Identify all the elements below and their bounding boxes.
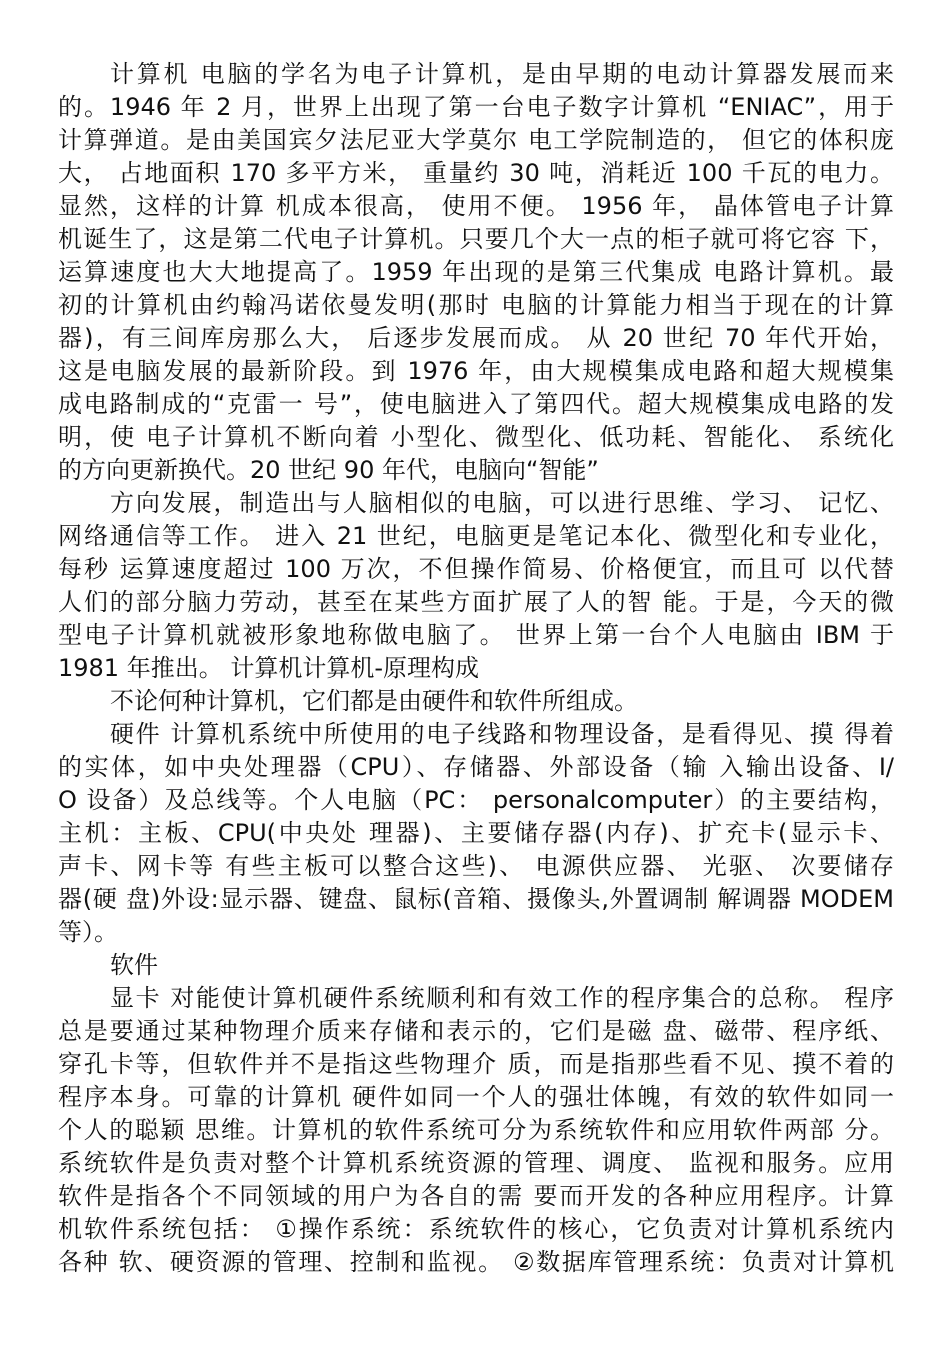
text-line: 运算速度也大大地提高了。1959 年出现的是第三代集成 电路计算机。最 bbox=[58, 258, 894, 286]
text-line: 主机：主板、CPU(中央处 理器)、主要储存器(内存)、扩充卡(显示卡、 bbox=[58, 819, 894, 847]
text-line: 软件 bbox=[110, 951, 158, 979]
text-line: 计算弹道。是由美国宾夕法尼亚大学莫尔 电工学院制造的， 但它的体积庞 bbox=[58, 126, 894, 154]
text-line: 大， 占地面积 170 多平方米， 重量约 30 吨，消耗近 100 千瓦的电力。 bbox=[58, 159, 894, 187]
text-line: 各种 软、硬资源的管理、控制和监视。 ②数据库管理系统：负责对计算机 bbox=[58, 1248, 894, 1276]
text-line: 总是要通过某种物理介质来存储和表示的，它们是磁 盘、磁带、程序纸、 bbox=[58, 1017, 894, 1045]
text-line: 穿孔卡等，但软件并不是指这些物理介 质，而是指那些看不见、摸不着的 bbox=[58, 1050, 894, 1078]
text-line: 网络通信等工作。 进入 21 世纪，电脑更是笔记本化、微型化和专业化， bbox=[58, 522, 894, 550]
text-line: 显然，这样的计算 机成本很高， 使用不便。 1956 年， 晶体管电子计算 bbox=[58, 192, 894, 220]
text-line: 初的计算机由约翰冯诺依曼发明(那时 电脑的计算能力相当于现在的计算 bbox=[58, 291, 894, 319]
text-line: 的实体，如中央处理器（CPU）、存储器、外部设备（输 入输出设备、I/ bbox=[58, 753, 894, 781]
text-line: 机软件系统包括： ①操作系统：系统软件的核心，它负责对计算机系统内 bbox=[58, 1215, 894, 1243]
text-line: 成电路制成的“克雷一 号”，使电脑进入了第四代。超大规模集成电路的发 bbox=[58, 390, 894, 418]
text-line: 显卡 对能使计算机硬件系统顺利和有效工作的程序集合的总称。 程序 bbox=[110, 984, 894, 1012]
text-line: 等）。 bbox=[58, 918, 118, 946]
text-line: 的方向更新换代。20 世纪 90 年代，电脑向“智能” bbox=[58, 456, 599, 484]
text-line: 1981 年推出。 计算机计算机-原理构成 bbox=[58, 654, 479, 682]
text-line: 器)，有三间库房那么大， 后逐步发展而成。 从 20 世纪 70 年代开始， bbox=[58, 324, 894, 352]
text-line: 方向发展，制造出与人脑相似的电脑，可以进行思维、学习、 记忆、 bbox=[110, 489, 894, 517]
text-line: 硬件 计算机系统中所使用的电子线路和物理设备，是看得见、摸 得着 bbox=[110, 720, 894, 748]
text-line: 明，使 电子计算机不断向着 小型化、微型化、低功耗、智能化、 系统化 bbox=[58, 423, 894, 451]
text-line: 型电子计算机就被形象地称做电脑了。 世界上第一台个人电脑由 IBM 于 bbox=[58, 621, 894, 649]
text-line: O 设备）及总线等。个人电脑（PC： personalcomputer）的主要结构， bbox=[58, 786, 894, 814]
text-line: 软件是指各个不同领域的用户为各自的需 要而开发的各种应用程序。计算 bbox=[58, 1182, 894, 1210]
text-line: 的。1946 年 2 月，世界上出现了第一台电子数字计算机 “ENIAC”，用于 bbox=[58, 93, 894, 121]
text-line: 计算机 电脑的学名为电子计算机，是由早期的电动计算器发展而来 bbox=[110, 60, 894, 88]
text-line: 每秒 运算速度超过 100 万次，不但操作简易、价格便宜，而且可 以代替 bbox=[58, 555, 894, 583]
text-line: 个人的聪颖 思维。计算机的软件系统可分为系统软件和应用软件两部 分。 bbox=[58, 1116, 894, 1144]
text-line: 这是电脑发展的最新阶段。到 1976 年，由大规模集成电路和超大规模集 bbox=[58, 357, 894, 385]
text-line: 人们的部分脑力劳动，甚至在某些方面扩展了人的智 能。于是，今天的微 bbox=[58, 588, 894, 616]
text-line: 机诞生了，这是第二代电子计算机。只要几个大一点的柜子就可将它容 下， bbox=[58, 225, 894, 253]
text-line: 器(硬 盘)外设:显示器、键盘、鼠标(音箱、摄像头,外置调制 解调器 MODEM bbox=[58, 885, 894, 913]
text-line: 声卡、网卡等 有些主板可以整合这些)、 电源供应器、 光驱、 次要储存 bbox=[58, 852, 894, 880]
text-line: 系统软件是负责对整个计算机系统资源的管理、调度、 监视和服务。应用 bbox=[58, 1149, 894, 1177]
text-line: 不论何种计算机，它们都是由硬件和软件所组成。 bbox=[110, 687, 638, 715]
text-line: 程序本身。可靠的计算机 硬件如同一个人的强壮体魄，有效的软件如同一 bbox=[58, 1083, 894, 1111]
